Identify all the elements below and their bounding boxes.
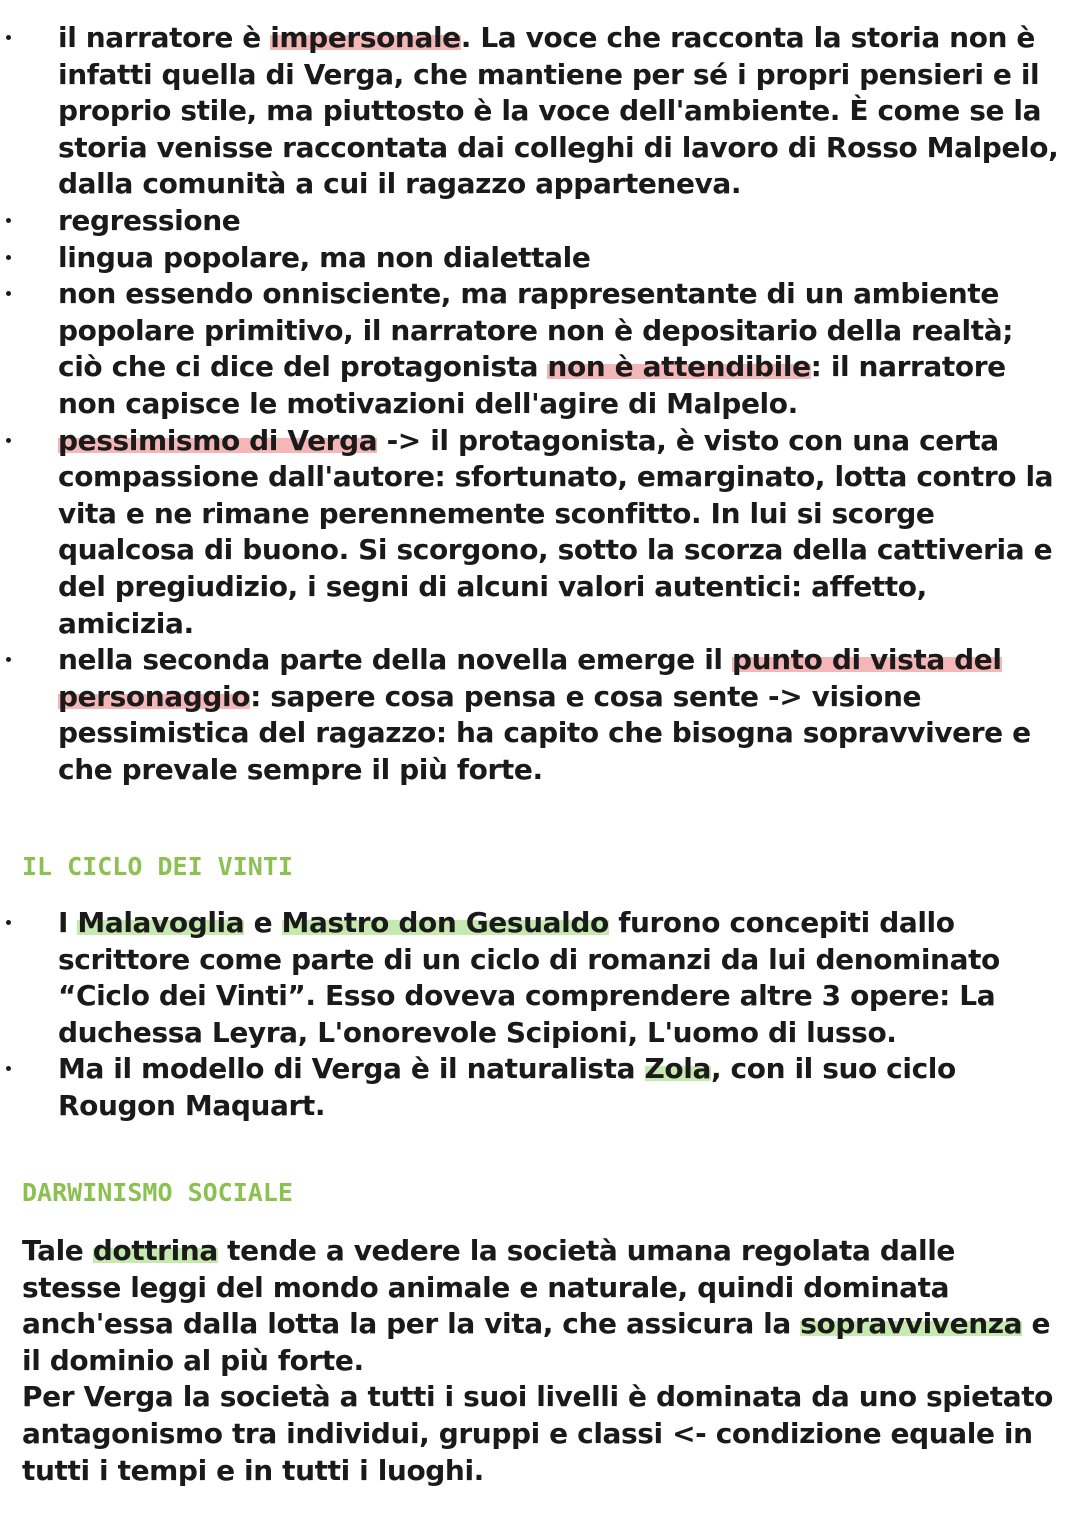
text-run: nella seconda parte della novella emerge il (58, 643, 732, 677)
bullet-icon (6, 218, 11, 223)
bullet-icon (6, 657, 11, 662)
bullet-icon (6, 438, 11, 443)
ciclo-dei-vinti-list (0, 905, 1080, 1125)
darwinismo-paragraph (22, 1233, 1062, 1489)
bullet-icon (6, 255, 11, 260)
text-run: : il narratore non capisce le motivazioni dell'agire di Malpelo. (58, 350, 1006, 420)
list-item (0, 276, 1080, 422)
text-run: Per Verga la società a tutti i suoi livelli è dominata da uno spietato antagonismo tra individui, gruppi e classi <- condizione equale in tutti i tempi e in tutti i luoghi. (22, 1380, 1054, 1487)
highlighted-term: Mastro don Gesualdo (281, 906, 609, 939)
text-run: . La voce che racconta la storia non è infatti quella di Verga, che mantiene per sé i propri pensieri e il proprio stile, ma piuttosto è la voce dell'ambiente. È come se la storia venisse raccontata dai colleghi di lavoro di Rosso Malpelo, dalla comunità a cui il ragazzo apparteneva. (58, 21, 1059, 201)
verga-features-list (0, 20, 1080, 788)
text-run: e il dominio al più forte. (22, 1307, 1051, 1377)
heading-ciclo-dei-vinti: IL CICLO DEI VINTI (22, 852, 293, 881)
text-run: I (58, 906, 78, 939)
bullet-icon (6, 1066, 11, 1071)
text-run: non essendo onnisciente, ma rappresentante di un ambiente popolare primitivo, il narratore non è depositario della realtà; ciò che ci dice del protagonista (58, 277, 1014, 384)
bullet-icon (6, 920, 11, 925)
list-item (0, 203, 1080, 240)
text-run: -> il protagonista, è visto con una certa compassione dall'autore: sfortunato, emarginato, lotta contro la vita e ne rimane perennemente sconfitto. In lui si scorge qualcosa di buono. Si scorgono, sotto la scorza della cattiveria e del pregiudizio, i segni di alcuni valori autentici: affetto, amicizia. (58, 423, 1054, 640)
highlighted-term: sopravvivenza (800, 1307, 1023, 1341)
text-run: il narratore è (58, 21, 271, 54)
list-item (0, 1051, 1080, 1124)
bullet-icon (6, 291, 11, 296)
text-run: : sapere cosa pensa e cosa sente -> visione pessimistica del ragazzo: ha capito che bisogna sopravvivere e che prevale sempre il più forte. (58, 679, 1031, 786)
highlighted-term: Malavoglia (77, 906, 245, 939)
list-item (0, 905, 1080, 1051)
highlighted-term: non è attendibile (547, 350, 811, 384)
bullet-icon (6, 35, 11, 40)
text-run: tende a vedere la società umana regolata dalle stesse leggi del mondo animale e naturale, quindi dominata anch'essa dalla lotta la per la vita, che assicura la (22, 1234, 955, 1341)
text-run: , con il suo ciclo Rougon Maquart. (58, 1052, 956, 1122)
text-run: e (244, 906, 282, 939)
heading-darwinismo-sociale: DARWINISMO SOCIALE (22, 1178, 293, 1207)
text-run: Ma il modello di Verga è il naturalista (58, 1052, 645, 1086)
text-run: furono concepiti dallo scrittore come parte di un ciclo di romanzi da lui denominato “Ciclo dei Vinti”. Esso doveva comprendere altre 3 opere: La duchessa Leyra, L'onorevole Scipioni, L'uomo di lusso. (58, 906, 1000, 1049)
text-run: regressione (58, 203, 241, 237)
highlighted-term: pessimismo di Verga (58, 423, 378, 457)
highlighted-term: dottrina (92, 1234, 218, 1267)
text-run: lingua popolare, ma non dialettale (58, 240, 591, 274)
text-run: Tale (22, 1234, 93, 1267)
highlighted-term: Zola (644, 1052, 711, 1086)
list-item (0, 240, 1080, 277)
list-item (0, 423, 1080, 643)
highlighted-term: punto di vista del personaggio (58, 643, 1002, 713)
list-item (0, 642, 1080, 788)
list-item (0, 20, 1080, 203)
highlighted-term: impersonale (270, 21, 461, 54)
